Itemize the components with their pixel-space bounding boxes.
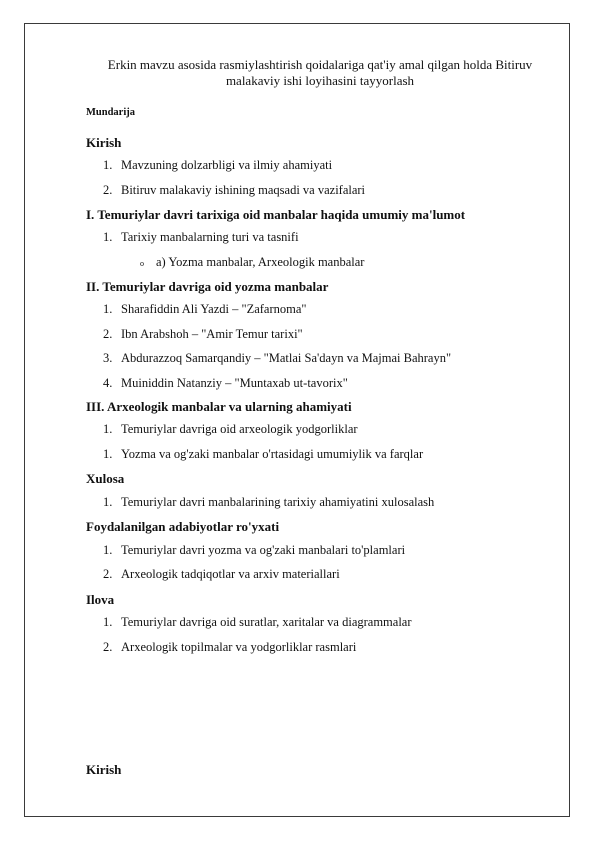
toc-item-text: Tarixiy manbalarning turi va tasnifi bbox=[121, 230, 299, 244]
toc-item bbox=[103, 302, 307, 317]
toc-heading-ilova: Ilova bbox=[86, 592, 115, 607]
toc-item bbox=[103, 183, 365, 198]
toc-item bbox=[103, 615, 412, 630]
document-title: Erkin mavzu asosida rasmiylashtirish qoidalariga qat'iy amal qilgan holda Bitiruv malakaviy ishi loyihasini tayyorlash bbox=[107, 57, 533, 88]
toc-item-number: 1. bbox=[103, 615, 113, 629]
toc-item-number: 4. bbox=[103, 376, 113, 390]
toc-item-text: Temuriylar davri manbalarining tarixiy ahamiyatini xulosalash bbox=[121, 495, 435, 509]
toc-item-text: Yozma va og'zaki manbalar o'rtasidagi umumiylik va farqlar bbox=[121, 447, 424, 461]
toc-item-number: 2. bbox=[103, 327, 113, 341]
toc-item bbox=[103, 327, 303, 342]
toc-heading-section-1: I. Temuriylar davri tarixiga oid manbalar haqida umumiy ma'lumot bbox=[86, 207, 466, 222]
toc-item-text: Bitiruv malakaviy ishining maqsadi va vazifalari bbox=[121, 183, 366, 197]
toc-item-number: 1. bbox=[103, 422, 113, 436]
toc-item-text: Sharafiddin Ali Yazdi – "Zafarnoma" bbox=[121, 302, 307, 316]
toc-heading-section-2: II. Temuriylar davriga oid yozma manbalar bbox=[86, 279, 329, 294]
toc-item-number: 2. bbox=[103, 567, 113, 581]
toc-item bbox=[103, 447, 423, 462]
toc-item-text: Ibn Arabshoh – "Amir Temur tarixi" bbox=[121, 327, 303, 341]
toc-item-number: 1. bbox=[103, 543, 113, 557]
bullet-icon: o bbox=[140, 258, 144, 268]
toc-heading-xulosa: Xulosa bbox=[86, 471, 125, 486]
toc-item-text: Temuriylar davriga oid suratlar, xaritalar va diagrammalar bbox=[121, 615, 412, 629]
toc-item bbox=[103, 640, 356, 655]
toc-item bbox=[103, 158, 332, 173]
toc-item bbox=[103, 376, 348, 391]
toc-item-number: 1. bbox=[103, 447, 113, 461]
toc-item bbox=[103, 543, 405, 558]
toc-item bbox=[103, 495, 434, 510]
toc-item-number: 1. bbox=[103, 158, 113, 172]
toc-item-number: 2. bbox=[103, 640, 113, 654]
toc-item-text: Temuriylar davri yozma va og'zaki manbalari to'plamlari bbox=[121, 543, 406, 557]
toc-heading-section-3: III. Arxeologik manbalar va ularning ahamiyati bbox=[86, 399, 352, 414]
toc-item bbox=[103, 422, 358, 437]
toc-item bbox=[103, 230, 299, 245]
toc-item-text: Temuriylar davriga oid arxeologik yodgorliklar bbox=[121, 422, 358, 436]
toc-item-number: 3. bbox=[103, 351, 113, 365]
section-heading-kirish: Kirish bbox=[86, 762, 122, 777]
toc-label: Mundarija bbox=[86, 107, 136, 118]
toc-item-text: Arxeologik tadqiqotlar va arxiv materiallari bbox=[121, 567, 340, 581]
toc-subitem-text: a) Yozma manbalar, Arxeologik manbalar bbox=[156, 255, 365, 269]
toc-subitem bbox=[140, 255, 364, 270]
toc-item-number: 1. bbox=[103, 230, 113, 244]
toc-item-text: Mavzuning dolzarbligi va ilmiy ahamiyati bbox=[121, 158, 333, 172]
toc-item-text: Arxeologik topilmalar va yodgorliklar rasmlari bbox=[121, 640, 357, 654]
toc-item bbox=[103, 351, 451, 366]
toc-item-number: 1. bbox=[103, 495, 113, 509]
toc-item-text: Muiniddin Natanziy – "Muntaxab ut-tavorix" bbox=[121, 376, 348, 390]
toc-item-number: 1. bbox=[103, 302, 113, 316]
toc-item-text: Abdurazzoq Samarqandiy – "Matlai Sa'dayn va Majmai Bahrayn" bbox=[121, 351, 452, 365]
toc-heading-references: Foydalanilgan adabiyotlar ro'yxati bbox=[86, 519, 280, 534]
toc-heading-kirish: Kirish bbox=[86, 135, 122, 150]
toc-item bbox=[103, 567, 340, 582]
toc-item-number: 2. bbox=[103, 183, 113, 197]
